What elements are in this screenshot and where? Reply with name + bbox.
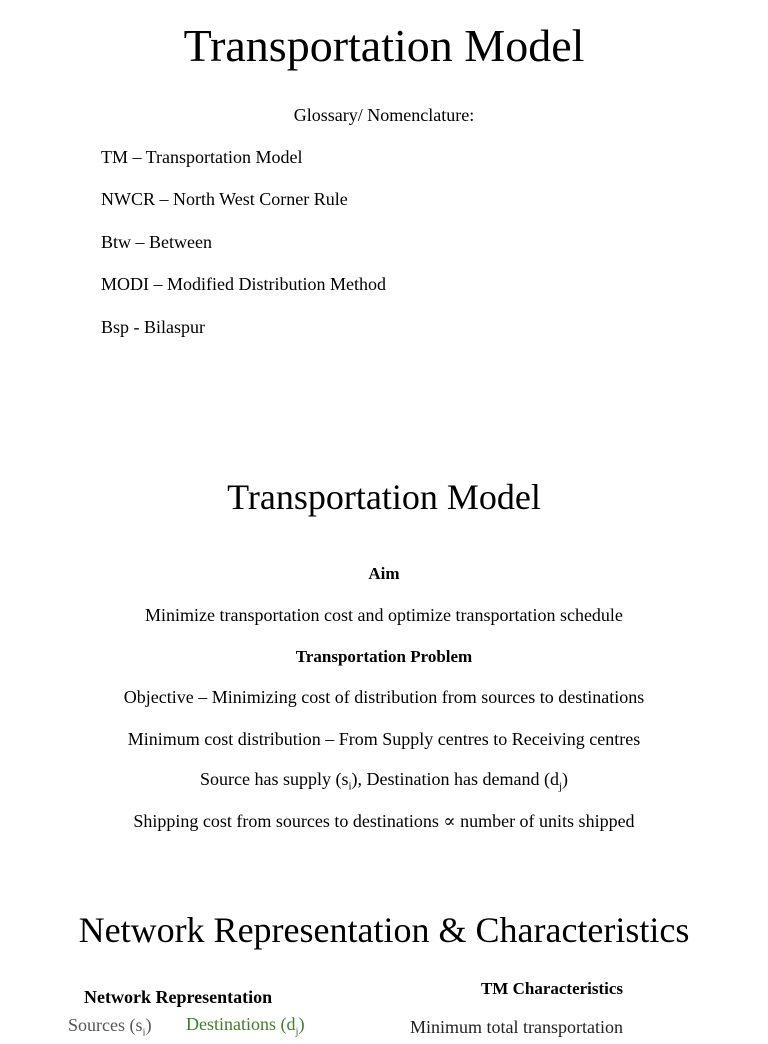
characteristic-text: Minimum total transportation [410,1017,623,1037]
glossary-item: TM – Transportation Model [101,147,303,167]
glossary-item: NWCR – North West Corner Rule [101,189,348,209]
aim-heading: Aim [368,564,400,583]
glossary-item: Btw – Between [101,232,212,252]
aim-text: Minimize transportation cost and optimize transportation schedule [145,605,623,625]
destinations-label: Destinations $(d_j)$ [186,1014,305,1038]
glossary-item: Bsp - Bilaspur [101,317,206,337]
min-cost-line: Minimum cost distribution – From Supply centres to Receiving centres [127,729,641,749]
objective-line: Objective – Minimizing cost of distribution from sources to destinations [123,687,645,707]
glossary-item: MODI – Modified Distribution Method [101,274,386,294]
network-representation-heading: Network Representation [84,987,273,1007]
sources-label: Sources $(s_i)$ [68,1015,152,1039]
tm-characteristics-heading: TM Characteristics [480,979,624,998]
shipping-line: Shipping cost from sources to destinations ∝ number of units shipped [133,811,635,831]
slide3-title: Network Representation & Characteristics [78,910,690,950]
supply-demand-line: Source has supply $(s_i)$, Destination has demand $(d_j)$ [199,769,569,793]
slide1-title: Transportation Model [183,20,585,71]
problem-heading: Transportation Problem [295,647,473,666]
slide2-title: Transportation Model [227,477,541,517]
glossary-heading: Glossary/ Nomenclature: [293,105,475,125]
